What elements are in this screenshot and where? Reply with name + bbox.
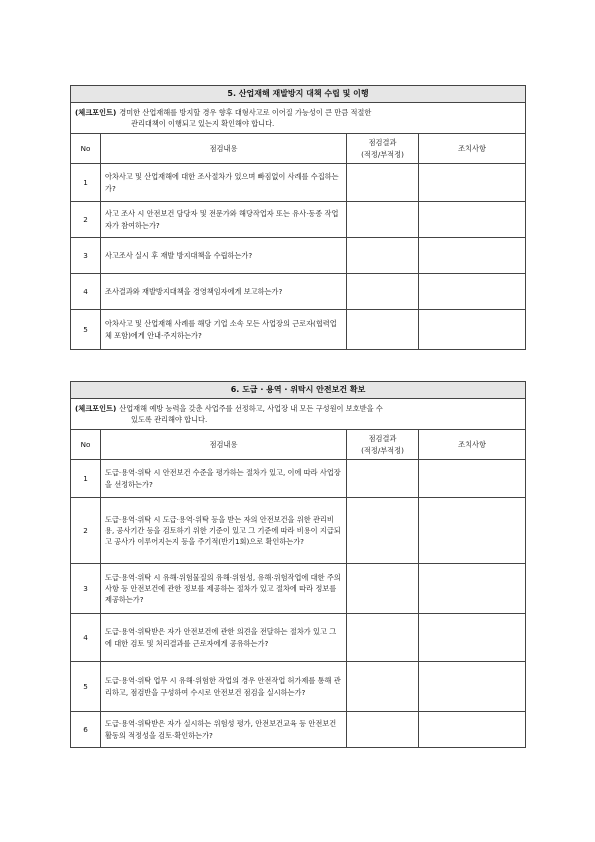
header-result-label: 점검결과: [368, 434, 397, 444]
result-cell[interactable]: [347, 564, 419, 614]
table-row: [71, 564, 526, 614]
table-row: [71, 202, 526, 238]
row-content: 도급·용역·위탁받은 자가 안전보건에 관한 의견을 전달하는 절차가 있고 그에 대한 검토 및 처리결과를 근로자에게 공유하는가?: [101, 614, 347, 662]
table-row: [71, 274, 526, 310]
checkpoint-line-1: 산업재해 예방 능력을 갖춘 사업주를 선정하고, 사업장 내 모든 구성원이 보호받을 수: [119, 403, 383, 413]
checkpoint-box: [71, 399, 526, 430]
row-no: 4: [71, 614, 101, 662]
header-action: 조치사항: [419, 134, 526, 164]
action-cell[interactable]: [419, 238, 526, 274]
row-content: 사고조사 실시 후 재발 방지대책을 수립하는가?: [101, 238, 347, 274]
action-cell[interactable]: [419, 614, 526, 662]
result-cell[interactable]: [347, 274, 419, 310]
table-row: [71, 614, 526, 662]
action-cell[interactable]: [419, 712, 526, 748]
table-row: [71, 164, 526, 202]
header-result-sub: (적정/부적정): [361, 445, 404, 455]
row-no: 3: [71, 564, 101, 614]
action-cell[interactable]: [419, 564, 526, 614]
header-action: 조치사항: [419, 430, 526, 460]
row-no: 1: [71, 460, 101, 498]
result-cell[interactable]: [347, 202, 419, 238]
row-content: 도급·용역·위탁 시 도급·용역·위탁 등을 받는 자의 안전보건을 위한 관리비용, 공사기간 등을 검토하기 위한 기준이 있고 그 기준에 따라 비용이 지급되고 공사가 이루어지는지 등을 주기적(반기1회)으로 확인하는가?: [101, 498, 347, 564]
header-result: [347, 430, 419, 460]
action-cell[interactable]: [419, 164, 526, 202]
header-result: [347, 134, 419, 164]
header-content: 점검내용: [101, 430, 347, 460]
action-cell[interactable]: [419, 202, 526, 238]
result-cell[interactable]: [347, 614, 419, 662]
table-row: [71, 310, 526, 350]
row-content: 아차사고 및 산업재해 사례를 해당 기업 소속 모든 사업장의 근로자(협력업체 포함)에게 안내·주지하는가?: [101, 310, 347, 350]
result-cell[interactable]: [347, 310, 419, 350]
checkpoint-line-1: 경미한 산업재해를 방지할 경우 향후 대형사고로 이어질 가능성이 큰 만큼 적절한: [119, 107, 372, 117]
action-cell[interactable]: [419, 662, 526, 712]
result-cell[interactable]: [347, 498, 419, 564]
row-no: 4: [71, 274, 101, 310]
row-no: 1: [71, 164, 101, 202]
header-no: No: [71, 134, 101, 164]
row-no: 3: [71, 238, 101, 274]
row-no: 2: [71, 498, 101, 564]
row-content: 도급·용역·위탁 시 안전보건 수준을 평가하는 절차가 있고, 이에 따라 사업장을 선정하는가?: [101, 460, 347, 498]
table-row: [71, 460, 526, 498]
header-result-label: 점검결과: [368, 138, 397, 148]
row-no: 2: [71, 202, 101, 238]
row-no: 5: [71, 310, 101, 350]
result-cell[interactable]: [347, 460, 419, 498]
table-row: [71, 498, 526, 564]
result-cell[interactable]: [347, 662, 419, 712]
checkpoint-label: (체크포인트): [75, 403, 117, 413]
checkpoint-line-2: 있도록 관리해야 합니다.: [131, 415, 208, 424]
action-cell[interactable]: [419, 460, 526, 498]
checkpoint-line-2: 관리대책이 이행되고 있는지 확인해야 합니다.: [131, 119, 275, 128]
action-cell[interactable]: [419, 274, 526, 310]
row-content: 도급·용역·위탁 시 유해·위험물질의 유해·위험성, 유해·위험작업에 대한 주의사항 등 안전보건에 관한 정보를 제공하는 절차가 있고 절차에 따라 정보를 제공하는가?: [101, 564, 347, 614]
action-cell[interactable]: [419, 310, 526, 350]
row-content: 도급·용역·위탁 업무 시 유해·위험한 작업의 경우 안전작업 허가제를 통해 관리하고, 점검반을 구성하여 수시로 안전보건 점검을 실시하는가?: [101, 662, 347, 712]
header-result-sub: (적정/부적정): [361, 149, 404, 159]
checkpoint-label: (체크포인트): [75, 107, 117, 117]
header-no: No: [71, 430, 101, 460]
row-content: 사고 조사 시 안전보건 담당자 및 전문가와 해당작업자 또는 유사·동종 작업자가 참여하는가?: [101, 202, 347, 238]
action-cell[interactable]: [419, 498, 526, 564]
result-cell[interactable]: [347, 238, 419, 274]
row-no: 6: [71, 712, 101, 748]
row-content: 도급·용역·위탁받은 자가 실시하는 위험성 평가, 안전보건교육 등 안전보건활동의 적정성을 검토·확인하는가?: [101, 712, 347, 748]
row-content: 조사결과와 재발방지대책을 경영책임자에게 보고하는가?: [101, 274, 347, 310]
result-cell[interactable]: [347, 164, 419, 202]
table-row: [71, 662, 526, 712]
section-title: 6. 도급 · 용역 · 위탁시 안전보건 확보: [71, 382, 526, 399]
checklist-table-section-6: [70, 381, 526, 748]
table-row: [71, 238, 526, 274]
section-title: 5. 산업재해 재발방지 대책 수립 및 이행: [71, 86, 526, 103]
result-cell[interactable]: [347, 712, 419, 748]
checklist-table-section-5: [70, 85, 526, 350]
checkpoint-box: [71, 103, 526, 134]
header-content: 점검내용: [101, 134, 347, 164]
row-no: 5: [71, 662, 101, 712]
table-row: [71, 712, 526, 748]
row-content: 아차사고 및 산업재해에 대한 조사절차가 있으며 빠짐없이 사례를 수집하는가?: [101, 164, 347, 202]
